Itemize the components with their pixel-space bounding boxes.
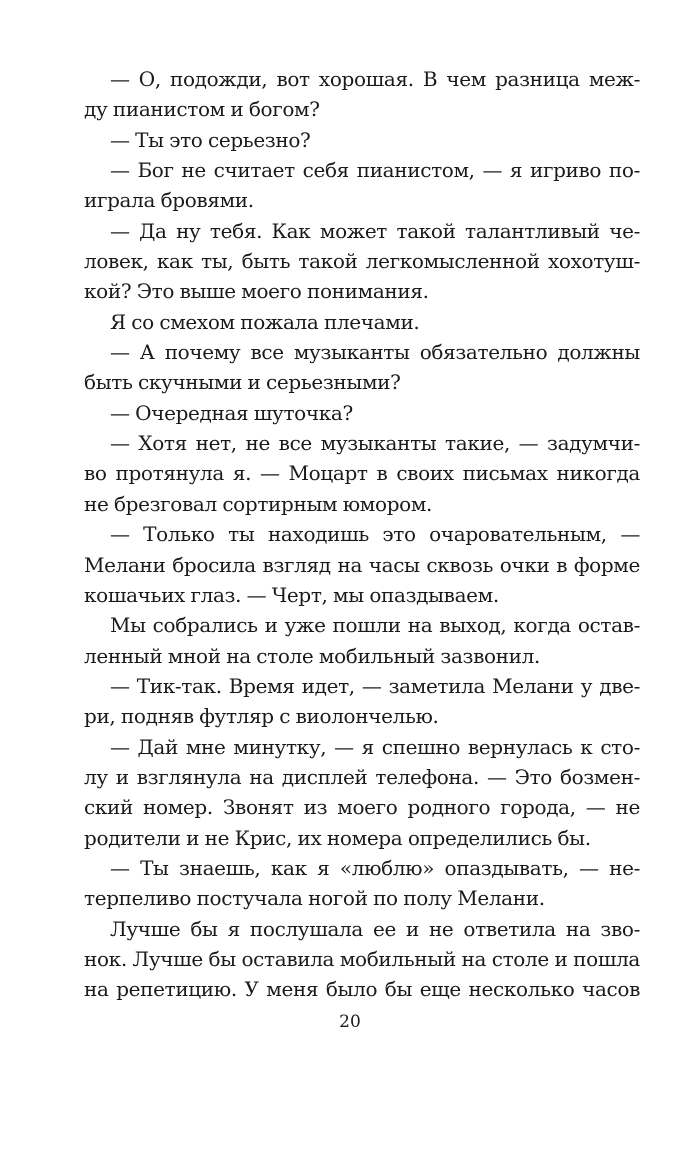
page-body-text <box>84 64 640 1005</box>
text-line: ленный мной на столе мобильный зазвонил. <box>84 643 541 668</box>
text-line: — Бог не считает себя пианистом, — я игриво по- <box>110 158 640 183</box>
text-line: — Ты это серьезно? <box>110 127 311 152</box>
text-line: — Тик-так. Время идет, — заметила Мелани у две- <box>110 673 640 698</box>
text-line: — Дай мне минутку, — я спешно вернулась к сто- <box>110 734 640 759</box>
text-line: во протянула я. — Моцарт в своих письмах никогда <box>84 461 640 486</box>
text-line: — А почему все музыканты обязательно должны <box>110 340 640 365</box>
text-line: Лучше бы я послушала ее и не ответила на зво- <box>110 916 640 941</box>
text-line: на репетицию. У меня было бы еще несколько часов <box>84 977 640 1002</box>
text-line: Мелани бросила взгляд на часы сквозь очки в форме <box>84 552 640 577</box>
text-line: ду пианистом и богом? <box>84 97 320 122</box>
text-line: — Да ну тебя. Как может такой талантливый че- <box>110 218 640 243</box>
text-line: — Ты знаешь, как я «люблю» опаздывать, — не- <box>110 855 640 880</box>
text-line: играла бровями. <box>84 188 254 213</box>
text-line: ский номер. Звонят из моего родного города, — не <box>84 795 640 820</box>
text-line: кошачьих глаз. — Черт, мы опаздываем. <box>84 582 499 607</box>
text-line: ри, подняв футляр с виолончелью. <box>84 704 439 729</box>
text-line: кой? Это выше моего понимания. <box>84 279 429 304</box>
text-line: Я со смехом пожала плечами. <box>110 309 420 334</box>
text-line: родители и не Крис, их номера определились бы. <box>84 825 591 850</box>
text-line: — Очередная шуточка? <box>110 400 353 425</box>
text-line: — Хотя нет, не все музыканты такие, — задумчи- <box>110 431 640 456</box>
text-line: Мы собрались и уже пошли на выход, когда остав- <box>110 613 640 638</box>
text-line: нок. Лучше бы оставила мобильный на столе и пошла <box>84 946 640 971</box>
text-line: ловек, как ты, быть такой легкомысленной хохотуш- <box>84 249 640 274</box>
text-line: — О, подожди, вот хорошая. В чем разница меж- <box>110 67 640 91</box>
page-number: 20 <box>339 1012 361 1032</box>
text-line: не брезговал сортирным юмором. <box>84 491 433 516</box>
text-line: быть скучными и серьезными? <box>84 370 401 395</box>
text-line: лу и взглянула на дисплей телефона. — Это бозмен- <box>84 764 640 789</box>
text-line: терпеливо постучала ногой по полу Мелани. <box>84 886 545 911</box>
text-line: — Только ты находишь это очаровательным, — <box>110 522 640 547</box>
